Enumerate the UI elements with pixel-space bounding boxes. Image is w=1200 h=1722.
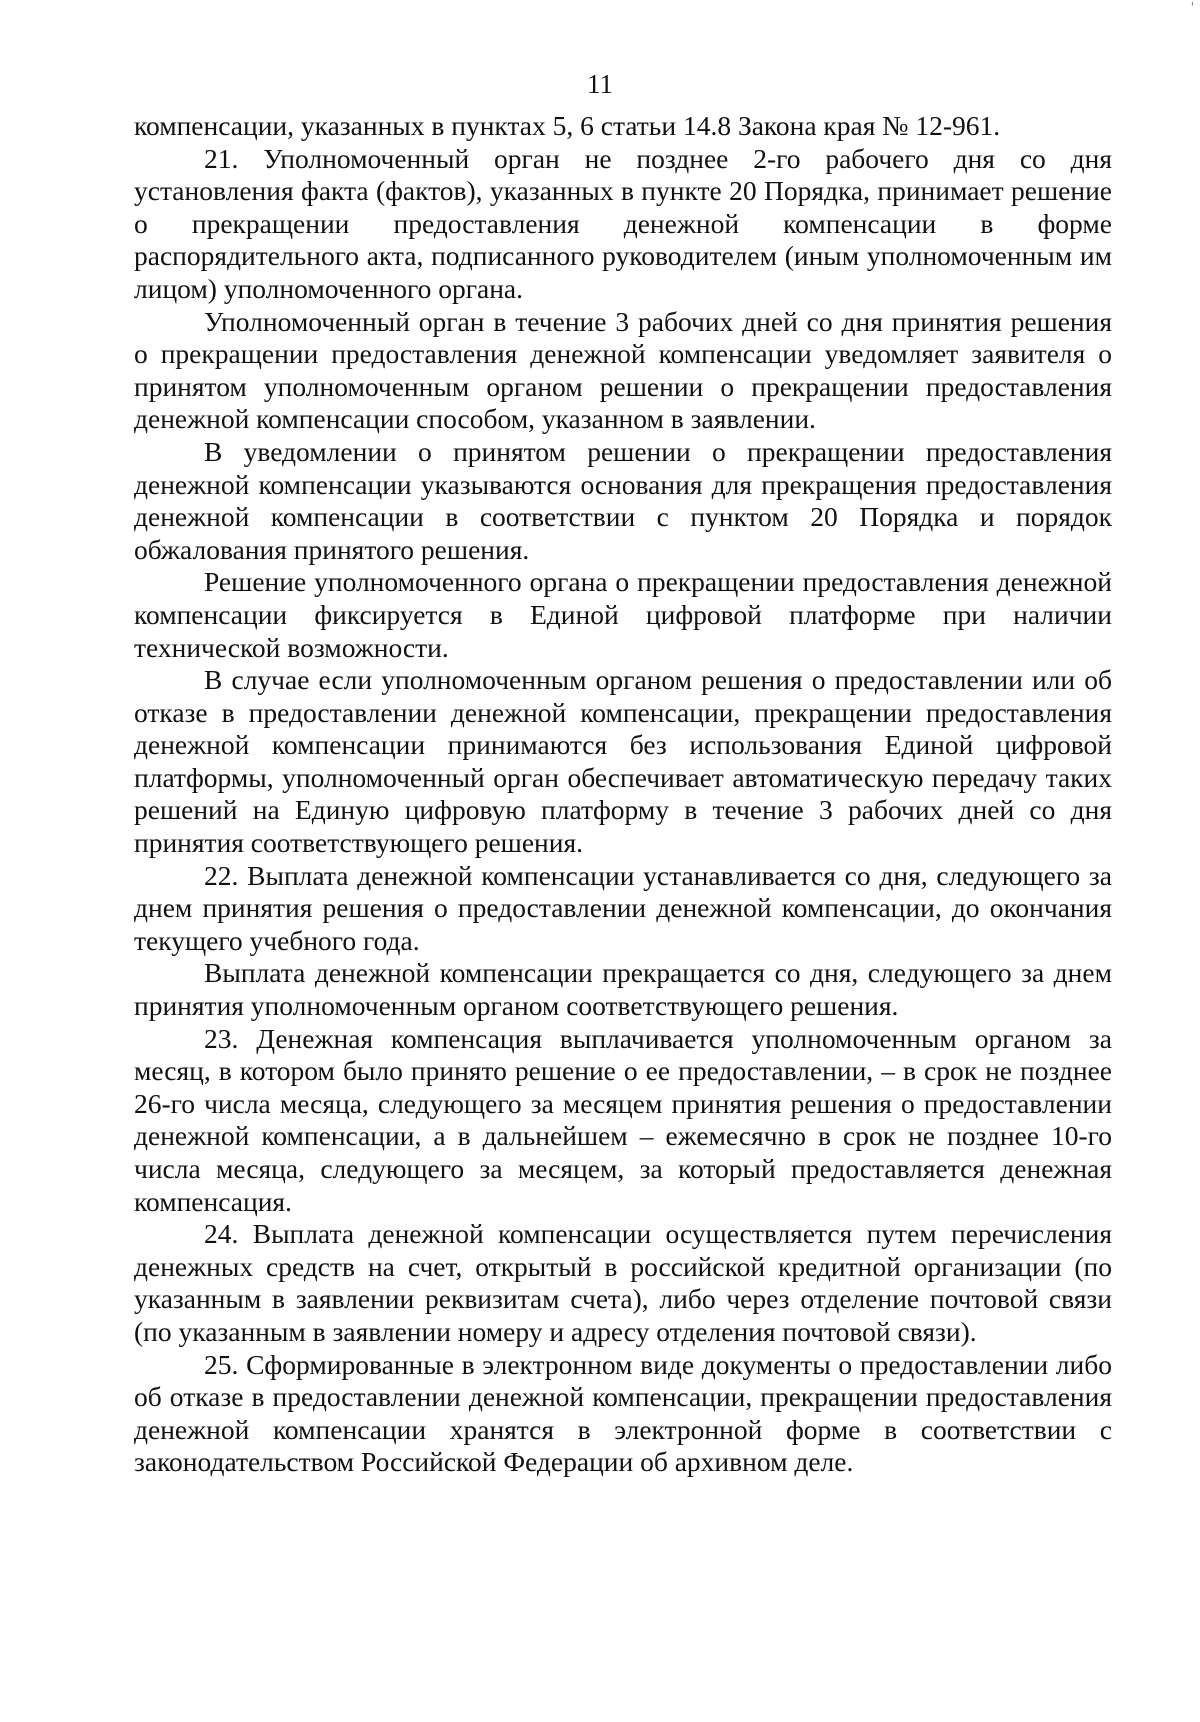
paragraph-notification-content: В уведомлении о принятом решении о прекращении предоставления денежной компенсации указываются основания для прекращения предоставления денежной компенсации в соответствии с пунктом 20 Порядка и порядок обжалования принятого решения. [134,435,1112,565]
paragraph-decision-record: Решение уполномоченного органа о прекращении предоставления денежной компенсации фиксируется в Единой цифровой платформе при наличии технической возможности. [134,566,1112,663]
paragraph-platform-transfer: В случае если уполномоченным органом решения о предоставлении или об отказе в предоставлении денежной компенсации, прекращении предоставления денежной компенсации принимаются без использования Единой цифровой платформы, уполномоченный орган обеспечивает автоматическую передачу таких решений на Единую цифровую платформу в течение 3 рабочих дней со дня принятия соответствующего решения. [134,664,1112,859]
paragraph-item-23: 23. Денежная компенсация выплачивается уполномоченным органом за месяц, в котором было принято решение о ее предоставлении, – в срок не позднее 26-го числа месяца, следующего за месяцем принятия решения о предоставлении денежной компенсации, а в дальнейшем – ежемесячно в срок не позднее 10-го числа месяца, следующего за месяцем, за который предоставляется денежная компенсация. [134,1022,1112,1217]
paragraph-item-22: 22. Выплата денежной компенсации устанавливается со дня, следующего за днем принятия решения о предоставлении денежной компенсации, до окончания текущего учебного года. [134,859,1112,956]
paragraph-item-25: 25. Сформированные в электронном виде документы о предоставлении либо об отказе в предоставлении денежной компенсации, прекращении предоставления денежной компенсации хранятся в электронной форме в соответствии с законодательством Российской Федерации об архивном деле. [134,1348,1112,1478]
scan-corner-mark: ' [1190,0,1194,14]
document-body [134,110,1112,1479]
paragraph-item-21: 21. Уполномоченный орган не позднее 2-го рабочего дня со дня установления факта (фактов), указанных в пункте 20 Порядка, принимает решение о прекращении предоставления денежной компенсации в форме распорядительного акта, подписанного руководителем (иным уполномоченным им лицом) уполномоченного органа. [134,142,1112,304]
page-number: 11 [587,69,613,99]
paragraph-notification: Уполномоченный орган в течение 3 рабочих дней со дня принятия решения о прекращении предоставления денежной компенсации уведомляет заявителя о принятом уполномоченным органом решении о прекращении предоставления денежной компенсации способом, указанном в заявлении. [134,305,1112,435]
paragraph-payment-termination: Выплата денежной компенсации прекращается со дня, следующего за днем принятия уполномоченным органом соответствующего решения. [134,957,1112,1022]
paragraph-continuation: компенсации, указанных в пунктах 5, 6 статьи 14.8 Закона края № 12-961. [134,110,1001,141]
paragraph-item-24: 24. Выплата денежной компенсации осуществляется путем перечисления денежных средств на счет, открытый в российской кредитной организации (по указанным в заявлении реквизитам счета), либо через отделение почтовой связи (по указанным в заявлении номеру и адресу отделения почтовой связи). [134,1218,1112,1347]
